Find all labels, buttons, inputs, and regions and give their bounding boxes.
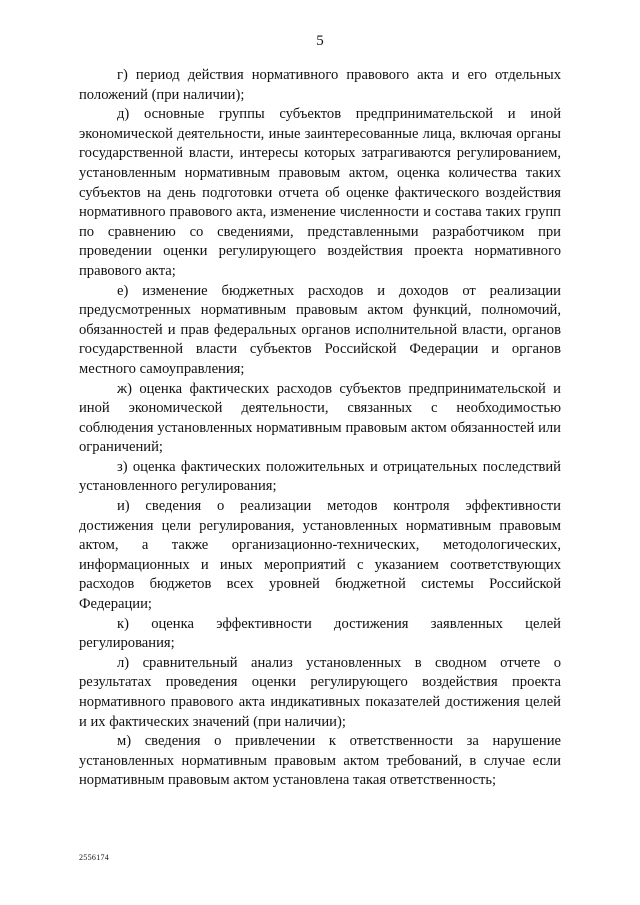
paragraph-z: з) оценка фактических положительных и отрицательных последствий установленного регулирования;	[79, 458, 561, 495]
paragraph-d: д) основные группы субъектов предпринимательской и иной экономической деятельности, иные заинтересованные лица, включая органы государственной власти, интересы которых затрагиваются регулированием, установленным нормативным правовым актом, оценка количества таких субъектов на день подготовки отчета об оценке фактического воздействия нормативного правового акта, изменение численности и состава таких групп по сравнению со сведениями, представленными разработчиком при проведении оценки регулирующего воздействия проекта нормативного правового акта;	[79, 106, 561, 279]
document-code: 2556174	[79, 853, 110, 862]
paragraph-i: и) сведения о реализации методов контроля эффективности достижения цели регулирования, установленных нормативным правовым актом, а также организационно-технических, методологических, информационных и иных мероприятий с указанием соответствующих расходов бюджетов всех уровней бюджетной системы Российской Федерации;	[79, 498, 561, 613]
paragraph-k: к) оценка эффективности достижения заявленных целей регулирования;	[79, 615, 561, 652]
paragraph-l: л) сравнительный анализ установленных в сводном отчете о результатах проведения оценки регулирующего воздействия проекта нормативного правового акта индикативных показателей достижения целей и их фактических значений (при наличии);	[79, 654, 561, 730]
paragraph-zh: ж) оценка фактических расходов субъектов предпринимательской и иной экономической деятельности, связанных с необходимостью соблюдения установленных нормативным правовым актом обязанностей или ограничений;	[79, 380, 561, 456]
paragraph-e: е) изменение бюджетных расходов и доходов от реализации предусмотренных нормативным правовым актом функций, полномочий, обязанностей и прав федеральных органов исполнительной власти, органов государственной власти субъектов Российской Федерации и органов местного самоуправления;	[79, 282, 561, 377]
paragraph-m: м) сведения о привлечении к ответственности за нарушение установленных нормативным правовым актом требований, в случае если нормативным правовым актом установлена такая ответственность;	[79, 733, 561, 789]
paragraph-g: г) период действия нормативного правового акта и его отдельных положений (при наличии);	[79, 67, 561, 103]
document-body	[79, 66, 561, 791]
page-number: 5	[316, 33, 324, 49]
